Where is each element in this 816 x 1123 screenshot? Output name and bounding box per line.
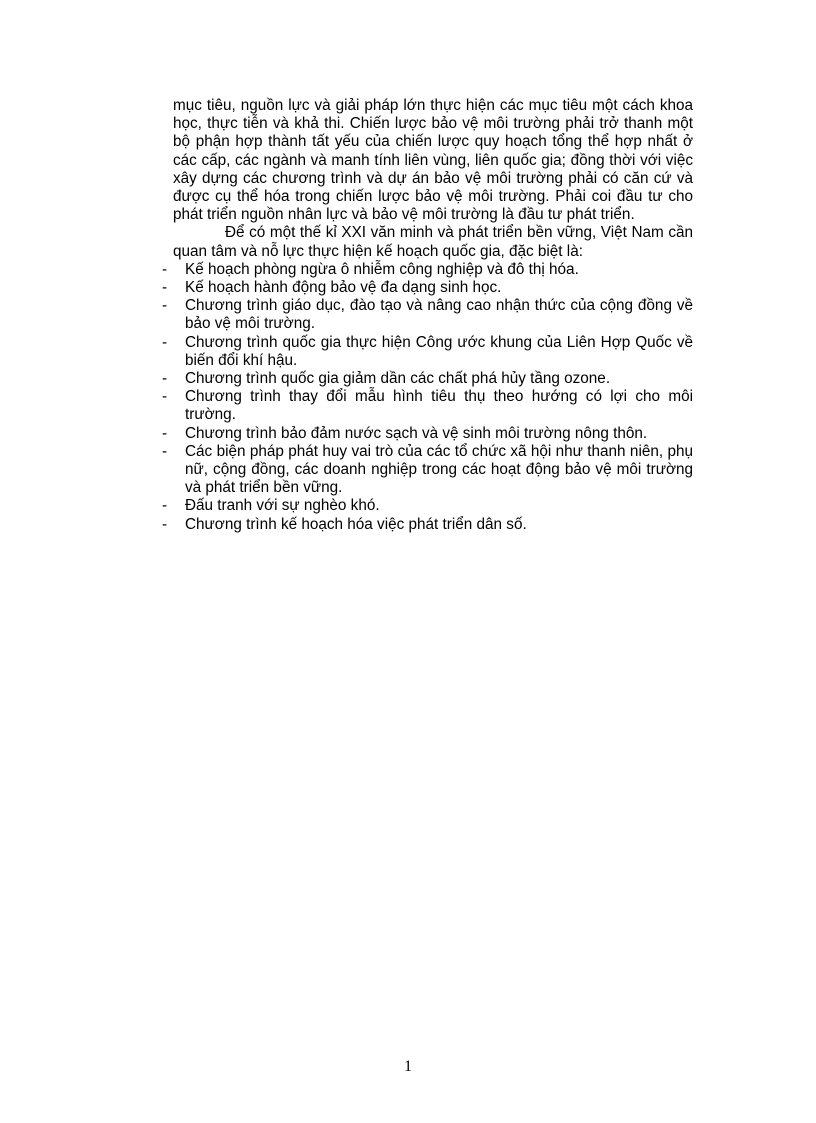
- list-item: [162, 388, 693, 424]
- body-paragraph-1: mục tiêu, nguồn lực và giải pháp lớn thực hiện các mục tiêu một cách khoa học, thực tiễn và khả thi. Chiến lược bảo vệ môi trường phải trở thanh một bộ phận hợp thành tất yếu của chiến lược quy hoạch tổng thể hợp nhất ở các cấp, các ngành và manh tính liên vùng, liên quốc gia; đồng thời với việc xây dựng các chương trình và dự án bảo vệ môi trường phải có căn cứ và được cụ thể hóa trong chiến lược bảo vệ môi trường. Phải coi đầu tư cho phát triển nguồn nhân lực và bảo vệ môi trường là đầu tư phát triển.: [173, 97, 693, 224]
- list-item-text: Đấu tranh với sự nghèo khó.: [185, 497, 380, 515]
- bullet-dash: -: [162, 333, 168, 351]
- list-item: [162, 279, 693, 297]
- bullet-dash: -: [162, 424, 168, 442]
- bullet-dash: -: [162, 442, 168, 460]
- list-item: [162, 260, 693, 279]
- list-item: [162, 515, 693, 534]
- list-item-text: Chương trình thay đổi mẫu hình tiêu thụ theo hướng có lợi cho môi trường.: [185, 388, 693, 424]
- bullet-list: [162, 260, 693, 534]
- list-item-text: Kế hoạch phòng ngừa ô nhiễm công nghiệp và đô thị hóa.: [185, 260, 579, 278]
- list-item: [162, 424, 693, 443]
- document-body: [162, 97, 693, 534]
- list-item-text: Chương trình quốc gia thực hiện Công ước khung của Liên Hợp Quốc về biến đổi khí hậu.: [185, 333, 693, 369]
- list-item-text: Chương trình bảo đảm nước sạch và vệ sinh môi trường nông thôn.: [185, 424, 648, 442]
- list-item-text: Các biện pháp phát huy vai trò của các tổ chức xã hội như thanh niên, phụ nữ, cộng đồng, các doanh nghiệp trong các hoạt động bảo vệ môi trường và phát triển bền vững.: [185, 442, 693, 497]
- bullet-dash: -: [162, 260, 168, 278]
- list-item-text: Chương trình quốc gia giảm dần các chất phá hủy tầng ozone.: [185, 370, 611, 388]
- list-item: [162, 442, 693, 498]
- bullet-dash: -: [162, 388, 168, 406]
- bullet-dash: -: [162, 279, 168, 297]
- list-item: [162, 333, 693, 370]
- bullet-dash: -: [162, 515, 168, 533]
- bullet-dash: -: [162, 370, 168, 388]
- list-item: [162, 297, 693, 333]
- list-item-text: Chương trình kế hoạch hóa việc phát triển dân số.: [185, 515, 527, 533]
- list-item-text: Kế hoạch hành động bảo vệ đa dạng sinh học.: [185, 279, 502, 297]
- bullet-dash: -: [162, 497, 168, 515]
- list-item-text: Chương trình giáo dục, đào tạo và nâng cao nhận thức của cộng đồng về bảo vệ môi trường.: [185, 297, 693, 333]
- list-item: [162, 370, 693, 388]
- bullet-dash: -: [162, 297, 168, 315]
- page-number: 1: [404, 1058, 412, 1075]
- list-item: [162, 497, 693, 515]
- body-paragraph-2: Để có một thế kỉ XXI văn minh và phát triển bền vững, Việt Nam cần quan tâm và nỗ lực thực hiện kế hoạch quốc gia, đặc biệt là:: [173, 224, 693, 260]
